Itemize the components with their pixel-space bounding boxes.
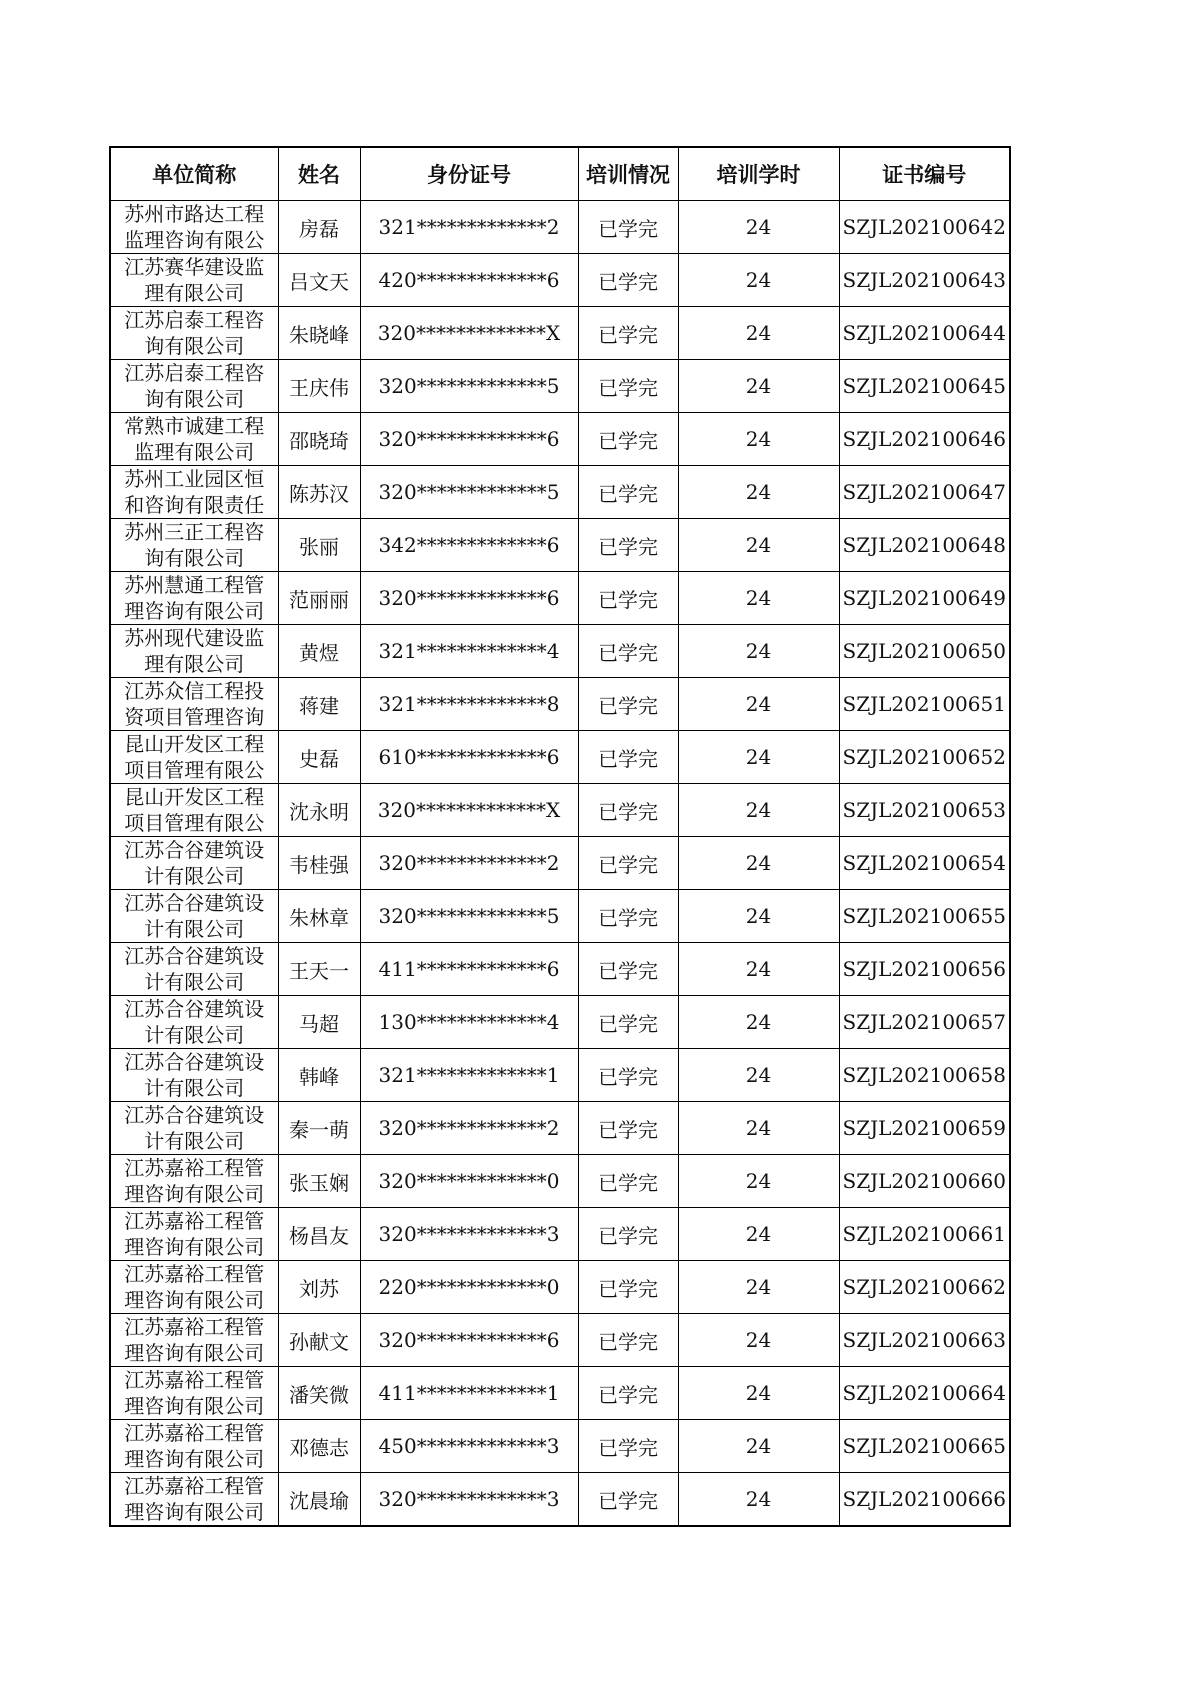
training-record-table — [109, 146, 1011, 1527]
unit-name-text: 江苏启泰工程咨 询有限公司 — [124, 308, 265, 358]
id-number-cell: 321*************4 — [360, 625, 578, 678]
header-training-status: 培训情况 — [578, 147, 678, 201]
unit-name-text: 江苏嘉裕工程管 理咨询有限公司 — [124, 1368, 265, 1418]
table-row — [110, 625, 1010, 678]
table-row — [110, 996, 1010, 1049]
header-id-number: 身份证号 — [360, 147, 578, 201]
certificate-number-cell: SZJL202100664 — [839, 1367, 1010, 1420]
unit-name-text: 江苏嘉裕工程管 理咨询有限公司 — [124, 1421, 265, 1471]
name-cell: 秦一萌 — [278, 1102, 360, 1155]
certificate-number-cell: SZJL202100657 — [839, 996, 1010, 1049]
unit-cell — [110, 1367, 278, 1420]
training-hours-cell: 24 — [678, 1473, 839, 1527]
header-certificate-number: 证书编号 — [839, 147, 1010, 201]
training-status-cell: 已学完 — [578, 731, 678, 784]
certificate-number-cell: SZJL202100654 — [839, 837, 1010, 890]
unit-cell — [110, 466, 278, 519]
name-cell: 房磊 — [278, 201, 360, 254]
certificate-number-cell: SZJL202100648 — [839, 519, 1010, 572]
training-status-cell: 已学完 — [578, 1367, 678, 1420]
training-hours-cell: 24 — [678, 1208, 839, 1261]
table-row — [110, 1261, 1010, 1314]
id-number-cell: 320*************X — [360, 784, 578, 837]
training-status-cell: 已学完 — [578, 254, 678, 307]
name-cell: 刘苏 — [278, 1261, 360, 1314]
table-row — [110, 1208, 1010, 1261]
id-number-cell: 320*************2 — [360, 1102, 578, 1155]
certificate-number-cell: SZJL202100661 — [839, 1208, 1010, 1261]
training-status-cell: 已学完 — [578, 890, 678, 943]
id-number-cell: 320*************3 — [360, 1473, 578, 1527]
name-cell: 朱晓峰 — [278, 307, 360, 360]
table-row — [110, 731, 1010, 784]
unit-name-text: 江苏合谷建筑设 计有限公司 — [124, 1050, 265, 1100]
table-row — [110, 360, 1010, 413]
name-cell: 邵晓琦 — [278, 413, 360, 466]
table-row — [110, 1102, 1010, 1155]
id-number-cell: 320*************0 — [360, 1155, 578, 1208]
id-number-cell: 610*************6 — [360, 731, 578, 784]
certificate-number-cell: SZJL202100660 — [839, 1155, 1010, 1208]
training-hours-cell: 24 — [678, 1420, 839, 1473]
training-hours-cell: 24 — [678, 360, 839, 413]
table-row — [110, 413, 1010, 466]
id-number-cell: 320*************6 — [360, 572, 578, 625]
unit-name-text: 江苏启泰工程咨 询有限公司 — [124, 361, 265, 411]
header-training-hours: 培训学时 — [678, 147, 839, 201]
training-status-cell: 已学完 — [578, 996, 678, 1049]
unit-name-text: 江苏赛华建设监 理有限公司 — [124, 255, 265, 305]
unit-name-text: 苏州工业园区恒 和咨询有限责任 — [124, 467, 265, 517]
training-status-cell: 已学完 — [578, 625, 678, 678]
table-row — [110, 784, 1010, 837]
training-hours-cell: 24 — [678, 466, 839, 519]
name-cell: 蒋建 — [278, 678, 360, 731]
unit-cell — [110, 943, 278, 996]
training-hours-cell: 24 — [678, 996, 839, 1049]
id-number-cell: 320*************2 — [360, 837, 578, 890]
table-row — [110, 890, 1010, 943]
table-row — [110, 1473, 1010, 1527]
training-hours-cell: 24 — [678, 1314, 839, 1367]
training-hours-cell: 24 — [678, 1367, 839, 1420]
training-hours-cell: 24 — [678, 678, 839, 731]
unit-cell — [110, 1102, 278, 1155]
id-number-cell: 420*************6 — [360, 254, 578, 307]
certificate-number-cell: SZJL202100650 — [839, 625, 1010, 678]
training-status-cell: 已学完 — [578, 413, 678, 466]
name-cell: 朱林章 — [278, 890, 360, 943]
unit-cell — [110, 1261, 278, 1314]
name-cell: 陈苏汉 — [278, 466, 360, 519]
certificate-number-cell: SZJL202100646 — [839, 413, 1010, 466]
training-hours-cell: 24 — [678, 890, 839, 943]
unit-cell — [110, 1473, 278, 1527]
training-status-cell: 已学完 — [578, 572, 678, 625]
table-row — [110, 1049, 1010, 1102]
name-cell: 沈晨瑜 — [278, 1473, 360, 1527]
certificate-number-cell: SZJL202100666 — [839, 1473, 1010, 1527]
certificate-number-cell: SZJL202100659 — [839, 1102, 1010, 1155]
id-number-cell: 320*************6 — [360, 413, 578, 466]
unit-name-text: 江苏嘉裕工程管 理咨询有限公司 — [124, 1262, 265, 1312]
unit-name-text: 江苏合谷建筑设 计有限公司 — [124, 997, 265, 1047]
unit-cell — [110, 890, 278, 943]
training-status-cell: 已学完 — [578, 307, 678, 360]
id-number-cell: 320*************5 — [360, 466, 578, 519]
certificate-number-cell: SZJL202100665 — [839, 1420, 1010, 1473]
unit-cell — [110, 837, 278, 890]
unit-cell — [110, 254, 278, 307]
name-cell: 杨昌友 — [278, 1208, 360, 1261]
training-hours-cell: 24 — [678, 413, 839, 466]
id-number-cell: 130*************4 — [360, 996, 578, 1049]
name-cell: 韦桂强 — [278, 837, 360, 890]
unit-cell — [110, 413, 278, 466]
id-number-cell: 450*************3 — [360, 1420, 578, 1473]
training-status-cell: 已学完 — [578, 1049, 678, 1102]
table-row — [110, 254, 1010, 307]
table-row — [110, 1155, 1010, 1208]
training-status-cell: 已学完 — [578, 1473, 678, 1527]
certificate-number-cell: SZJL202100655 — [839, 890, 1010, 943]
unit-name-text: 昆山开发区工程 项目管理有限公 — [124, 785, 265, 835]
name-cell: 潘笑微 — [278, 1367, 360, 1420]
training-hours-cell: 24 — [678, 1155, 839, 1208]
id-number-cell: 320*************6 — [360, 1314, 578, 1367]
certificate-number-cell: SZJL202100649 — [839, 572, 1010, 625]
certificate-number-cell: SZJL202100651 — [839, 678, 1010, 731]
unit-name-text: 昆山开发区工程 项目管理有限公 — [124, 732, 265, 782]
unit-cell — [110, 625, 278, 678]
id-number-cell: 411*************6 — [360, 943, 578, 996]
name-cell: 张玉娴 — [278, 1155, 360, 1208]
id-number-cell: 321*************8 — [360, 678, 578, 731]
header-row — [110, 147, 1010, 201]
id-number-cell: 320*************5 — [360, 360, 578, 413]
id-number-cell: 320*************5 — [360, 890, 578, 943]
name-cell: 邓德志 — [278, 1420, 360, 1473]
table-row — [110, 519, 1010, 572]
table-row — [110, 466, 1010, 519]
training-hours-cell: 24 — [678, 254, 839, 307]
training-status-cell: 已学完 — [578, 1102, 678, 1155]
certificate-number-cell: SZJL202100658 — [839, 1049, 1010, 1102]
certificate-number-cell: SZJL202100644 — [839, 307, 1010, 360]
name-cell: 黄煜 — [278, 625, 360, 678]
table-row — [110, 201, 1010, 254]
name-cell: 王庆伟 — [278, 360, 360, 413]
unit-name-text: 常熟市诚建工程 监理有限公司 — [124, 414, 265, 464]
unit-cell — [110, 1155, 278, 1208]
training-status-cell: 已学完 — [578, 837, 678, 890]
name-cell: 孙献文 — [278, 1314, 360, 1367]
unit-cell — [110, 519, 278, 572]
training-hours-cell: 24 — [678, 1102, 839, 1155]
unit-name-text: 江苏嘉裕工程管 理咨询有限公司 — [124, 1315, 265, 1365]
training-status-cell: 已学完 — [578, 1261, 678, 1314]
training-hours-cell: 24 — [678, 625, 839, 678]
training-status-cell: 已学完 — [578, 201, 678, 254]
unit-name-text: 苏州现代建设监 理有限公司 — [124, 626, 265, 676]
unit-cell — [110, 1049, 278, 1102]
name-cell: 王天一 — [278, 943, 360, 996]
training-status-cell: 已学完 — [578, 784, 678, 837]
training-status-cell: 已学完 — [578, 466, 678, 519]
training-status-cell: 已学完 — [578, 360, 678, 413]
unit-cell — [110, 201, 278, 254]
unit-name-text: 江苏合谷建筑设 计有限公司 — [124, 1103, 265, 1153]
table-row — [110, 307, 1010, 360]
certificate-number-cell: SZJL202100662 — [839, 1261, 1010, 1314]
name-cell: 韩峰 — [278, 1049, 360, 1102]
id-number-cell: 320*************3 — [360, 1208, 578, 1261]
training-status-cell: 已学完 — [578, 1155, 678, 1208]
certificate-number-cell: SZJL202100656 — [839, 943, 1010, 996]
certificate-number-cell: SZJL202100645 — [839, 360, 1010, 413]
training-hours-cell: 24 — [678, 519, 839, 572]
id-number-cell: 321*************2 — [360, 201, 578, 254]
id-number-cell: 411*************1 — [360, 1367, 578, 1420]
unit-name-text: 江苏合谷建筑设 计有限公司 — [124, 944, 265, 994]
table-row — [110, 572, 1010, 625]
training-status-cell: 已学完 — [578, 1314, 678, 1367]
unit-cell — [110, 678, 278, 731]
certificate-number-cell: SZJL202100653 — [839, 784, 1010, 837]
table-row — [110, 837, 1010, 890]
unit-name-text: 江苏合谷建筑设 计有限公司 — [124, 838, 265, 888]
unit-cell — [110, 1420, 278, 1473]
unit-cell — [110, 1208, 278, 1261]
id-number-cell: 220*************0 — [360, 1261, 578, 1314]
id-number-cell: 320*************X — [360, 307, 578, 360]
certificate-number-cell: SZJL202100663 — [839, 1314, 1010, 1367]
name-cell: 马超 — [278, 996, 360, 1049]
unit-name-text: 江苏合谷建筑设 计有限公司 — [124, 891, 265, 941]
unit-cell — [110, 360, 278, 413]
table-row — [110, 943, 1010, 996]
table-row — [110, 1314, 1010, 1367]
unit-cell — [110, 572, 278, 625]
unit-name-text: 苏州市路达工程 监理咨询有限公 — [124, 202, 265, 252]
unit-name-text: 江苏众信工程投 资项目管理咨询 — [124, 679, 265, 729]
unit-cell — [110, 307, 278, 360]
training-hours-cell: 24 — [678, 943, 839, 996]
unit-name-text: 苏州慧通工程管 理咨询有限公司 — [124, 573, 265, 623]
header-name: 姓名 — [278, 147, 360, 201]
certificate-number-cell: SZJL202100647 — [839, 466, 1010, 519]
id-number-cell: 342*************6 — [360, 519, 578, 572]
header-unit: 单位简称 — [110, 147, 278, 201]
training-hours-cell: 24 — [678, 731, 839, 784]
training-status-cell: 已学完 — [578, 943, 678, 996]
training-status-cell: 已学完 — [578, 1208, 678, 1261]
unit-cell — [110, 784, 278, 837]
unit-cell — [110, 731, 278, 784]
training-hours-cell: 24 — [678, 307, 839, 360]
table-row — [110, 1367, 1010, 1420]
unit-name-text: 江苏嘉裕工程管 理咨询有限公司 — [124, 1474, 265, 1524]
certificate-number-cell: SZJL202100652 — [839, 731, 1010, 784]
unit-name-text: 苏州三正工程咨 询有限公司 — [124, 520, 265, 570]
training-hours-cell: 24 — [678, 1261, 839, 1314]
id-number-cell: 321*************1 — [360, 1049, 578, 1102]
training-status-cell: 已学完 — [578, 519, 678, 572]
table-row — [110, 678, 1010, 731]
training-hours-cell: 24 — [678, 201, 839, 254]
training-hours-cell: 24 — [678, 1049, 839, 1102]
training-hours-cell: 24 — [678, 784, 839, 837]
unit-cell — [110, 1314, 278, 1367]
training-hours-cell: 24 — [678, 837, 839, 890]
name-cell: 吕文天 — [278, 254, 360, 307]
training-status-cell: 已学完 — [578, 678, 678, 731]
certificate-number-cell: SZJL202100643 — [839, 254, 1010, 307]
name-cell: 范丽丽 — [278, 572, 360, 625]
unit-cell — [110, 996, 278, 1049]
table-row — [110, 1420, 1010, 1473]
training-hours-cell: 24 — [678, 572, 839, 625]
name-cell: 沈永明 — [278, 784, 360, 837]
unit-name-text: 江苏嘉裕工程管 理咨询有限公司 — [124, 1156, 265, 1206]
name-cell: 史磊 — [278, 731, 360, 784]
unit-name-text: 江苏嘉裕工程管 理咨询有限公司 — [124, 1209, 265, 1259]
training-status-cell: 已学完 — [578, 1420, 678, 1473]
name-cell: 张丽 — [278, 519, 360, 572]
certificate-number-cell: SZJL202100642 — [839, 201, 1010, 254]
